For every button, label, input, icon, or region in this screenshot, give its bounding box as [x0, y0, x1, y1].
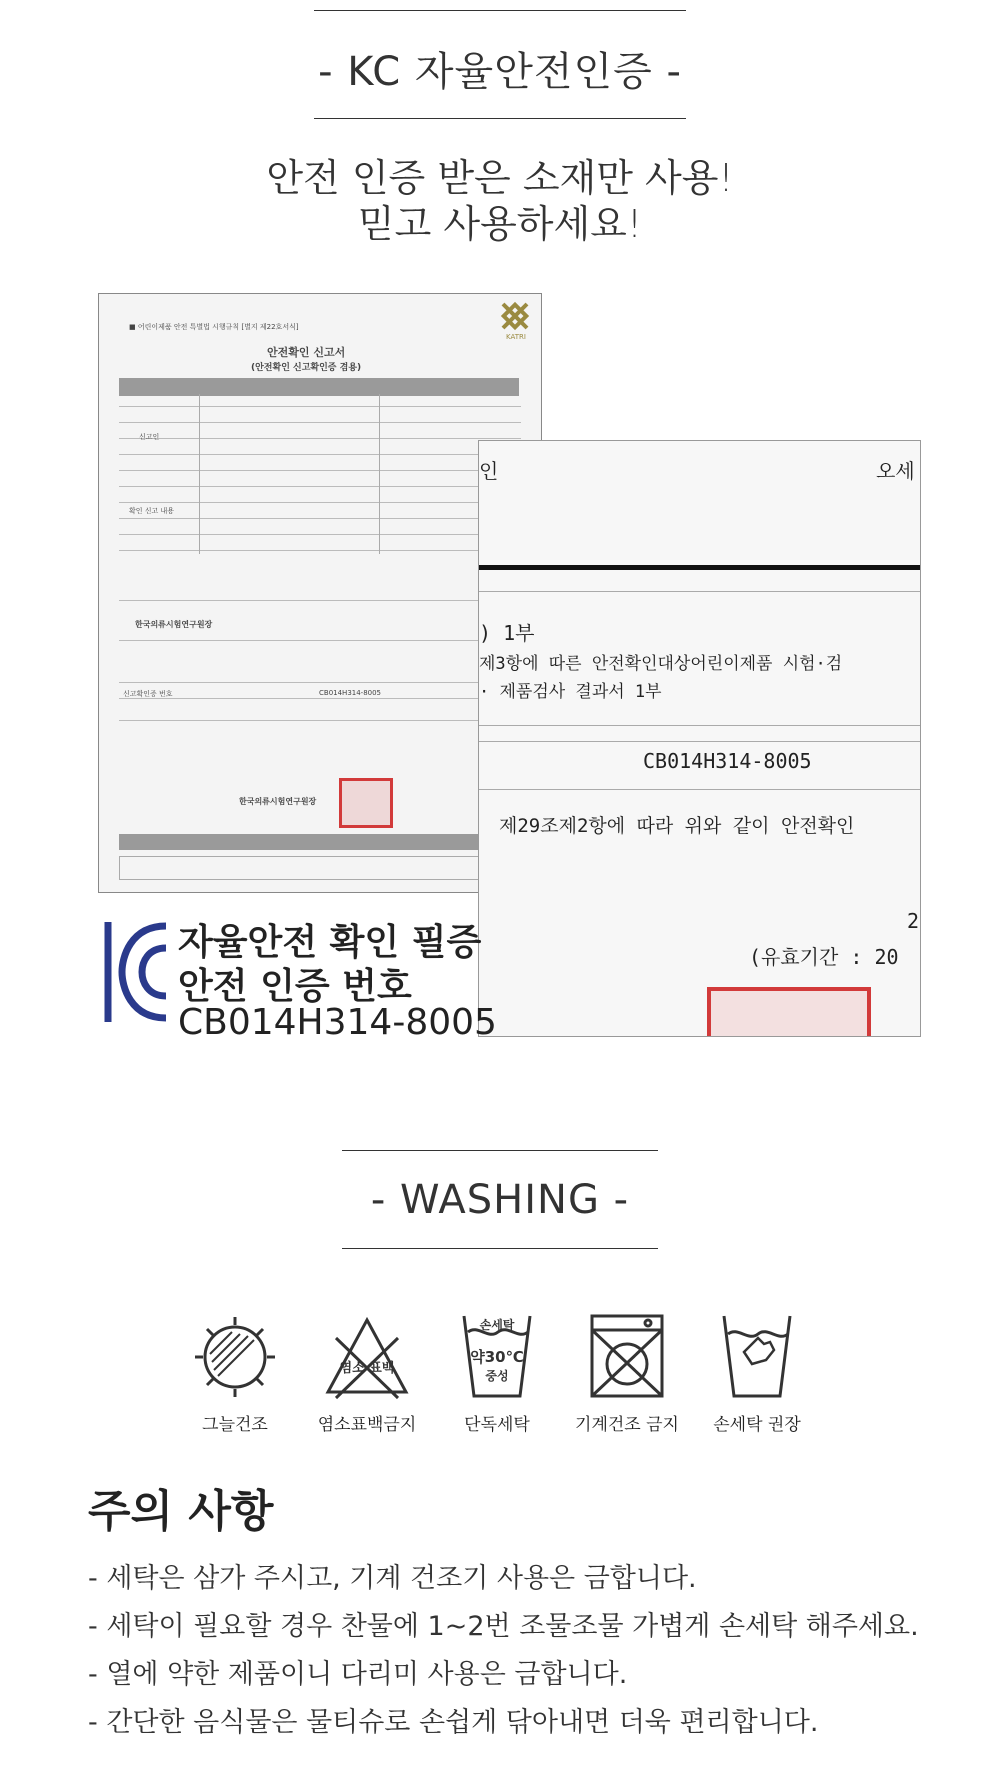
kc-subtitle-line1: 안전 인증 받은 소재만 사용!	[266, 156, 734, 200]
notice-title: 주의 사항	[88, 1486, 274, 1537]
cert-institute: 한국의류시험연구원장	[135, 620, 213, 629]
kc-logo-icon	[100, 918, 172, 1026]
certificate-document: KATRI ■ 어린이제품 안전 특별법 시행규칙 [별지 제22호서식] 안전확인 신고서 (안전확인 신고확인증 겸용) 신고인 확인 신고 내용 한국의류시험연구원장 신고확인증 번호 CB014H314-8005 한국의류시험연구원장	[98, 293, 542, 893]
cert-doc-title: 안전확인 신고서	[267, 346, 346, 359]
svg-text:약30℃: 약30℃	[470, 1348, 524, 1366]
stamp-icon	[707, 987, 871, 1037]
cert-doc-subtitle: (안전확인 신고확인증 겸용)	[251, 363, 362, 373]
cert-institute-sign: 한국의류시험연구원장	[239, 797, 317, 806]
no-tumble-dry-icon: 기계건조 금지	[562, 1312, 692, 1435]
kc-badge-line2: 안전 인증 번호	[178, 966, 412, 1007]
cert-doc-number: CB014H314-8005	[319, 689, 382, 697]
notice-item: - 세탁이 필요할 경우 찬물에 1~2번 조물조물 가볍게 손세탁 해주세요.	[88, 1611, 919, 1642]
notice-item: - 간단한 음식물은 물티슈로 손쉽게 닦아내면 더욱 편리합니다.	[88, 1707, 819, 1738]
washing-title: - WASHING -	[370, 1177, 630, 1223]
washing-title-divider	[342, 1248, 658, 1249]
certificate-zoom: 인 오세 ) 1부 제3항에 따른 안전확인대상어린이제품 시험·검 · 제품검사 결과서 1부 CB014H314-8005 제29조제2항에 따라 위와 같이 안전확인 2 (유효기간 : 20	[478, 440, 921, 1037]
svg-text:손세탁: 손세탁	[479, 1318, 515, 1332]
svg-text:KATRI: KATRI	[506, 333, 526, 340]
notice-item: - 세탁은 삼가 주시고, 기계 건조기 사용은 금합니다.	[88, 1563, 697, 1594]
no-bleach-icon: 염소 표백 염소표백금지	[302, 1312, 432, 1435]
hand-wash-icon: 손세탁 권장	[692, 1312, 822, 1435]
top-divider	[314, 10, 686, 11]
kc-badge-line1: 자율안전 확인 필증	[178, 922, 482, 963]
hand-wash-30-icon: 손세탁 약30℃ 중성 단독세탁	[464, 1318, 530, 1435]
washing-top-divider	[342, 1150, 658, 1151]
notice-item: - 열에 약한 제품이니 다리미 사용은 금합니다.	[88, 1659, 628, 1690]
kc-subtitle-line2: 믿고 사용하세요!	[357, 202, 643, 246]
shade-dry-icon: 그늘건조	[170, 1312, 300, 1435]
stamp-icon	[339, 778, 393, 828]
kc-badge-number: CB014H314-8005	[178, 1002, 497, 1043]
kc-section-title: - KC 자율안전인증 -	[318, 49, 682, 95]
svg-text:중성: 중성	[485, 1369, 509, 1383]
kc-title-divider	[314, 118, 686, 119]
svg-text:염소 표백: 염소 표백	[339, 1361, 395, 1376]
katri-logo-icon	[497, 298, 535, 340]
